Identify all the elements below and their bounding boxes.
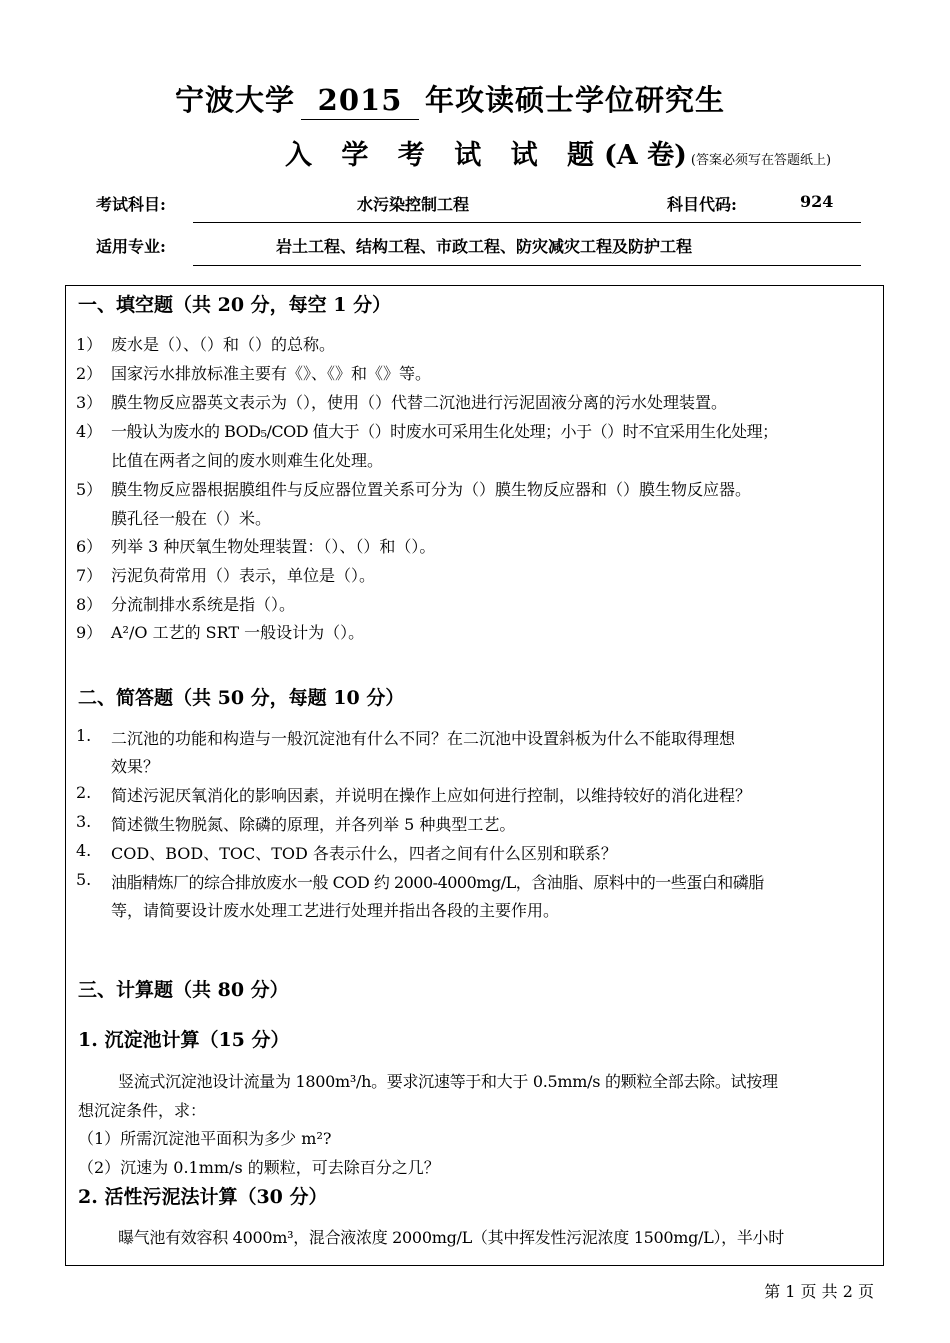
s2-q1-num: 1. bbox=[76, 726, 92, 745]
school-name: 宁波大学 bbox=[175, 83, 296, 117]
exam-title-line1 bbox=[175, 78, 725, 120]
s2-q1-line1: 二沉池的功能和构造与一般沉淀池有什么不同？在二沉池中设置斜板为什么不能取得理想 bbox=[111, 729, 736, 748]
s2-q5-num: 5. bbox=[76, 870, 92, 889]
q1-line2: 想沉淀条件，求： bbox=[78, 1101, 207, 1120]
s1-q1-num: 1） bbox=[76, 335, 103, 354]
s1-q2-num: 2） bbox=[76, 364, 103, 383]
s1-q1-line1: 废水是（）、（）和（）的总称。 bbox=[111, 335, 336, 354]
s2-q3-num: 3. bbox=[76, 812, 92, 831]
s1-q5-line1: 膜生物反应器根据膜组件与反应器位置关系可分为（）膜生物反应器和（）膜生物反应器。 bbox=[111, 480, 752, 499]
paper-type: (A 卷) bbox=[604, 140, 687, 171]
s1-q8-num: 8） bbox=[76, 595, 103, 614]
s1-q9-line1: A²/O 工艺的 SRT 一般设计为（）。 bbox=[111, 623, 365, 642]
title-suffix: 年攻读硕士学位研究生 bbox=[425, 83, 726, 117]
s1-q4-num: 4） bbox=[76, 422, 103, 441]
subject-label: 考试科目: bbox=[96, 195, 166, 214]
s2-q1-line2: 效果？ bbox=[111, 757, 160, 776]
section2-title: 二、简答题（共 50 分，每题 10 分） bbox=[78, 687, 405, 709]
subject-value: 水污染控制工程 bbox=[357, 195, 470, 214]
s1-q7-num: 7） bbox=[76, 566, 103, 585]
s1-q3-num: 3） bbox=[76, 393, 103, 412]
s1-q6-num: 6） bbox=[76, 537, 103, 556]
q1-sub1: （1）所需沉淀池平面积为多少 m²? bbox=[78, 1129, 332, 1148]
s1-q2-line1: 国家污水排放标准主要有《》、《》和《》等。 bbox=[111, 364, 432, 383]
major-underline bbox=[193, 265, 861, 266]
s1-q9-num: 9） bbox=[76, 623, 103, 642]
s1-q5-line2: 膜孔径一般在（）米。 bbox=[111, 509, 272, 528]
code-label: 科目代码: bbox=[667, 195, 737, 214]
s1-q6-line1: 列举 3 种厌氧生物处理装置：（）、（）和（）。 bbox=[111, 537, 436, 556]
s2-q3-line1: 简述微生物脱氮、除磷的原理，并各列举 5 种典型工艺。 bbox=[111, 815, 516, 834]
exam-year: 2015 bbox=[301, 83, 419, 120]
s2-q4-line1: COD、BOD、TOC、TOD 各表示什么，四者之间有什么区别和联系？ bbox=[111, 844, 617, 863]
s1-q4-line2: 比值在两者之间的废水则难生化处理。 bbox=[111, 451, 384, 470]
page-number: 第 1 页 共 2 页 bbox=[764, 1282, 874, 1301]
s2-q5-line1: 油脂精炼厂的综合排放废水一般 COD 约 2000-4000mg/L，含油脂、原料中的一些蛋白和磷脂 bbox=[111, 873, 764, 892]
section3-title: 三、计算题（共 80 分） bbox=[78, 979, 289, 1001]
q1-sub2: （2）沉速为 0.1mm/s 的颗粒，可去除百分之几？ bbox=[78, 1158, 440, 1177]
s2-q2-num: 2. bbox=[76, 783, 92, 802]
exam-title: 入 学 考 试 试 题 bbox=[285, 140, 604, 171]
s2-q4-num: 4. bbox=[76, 841, 92, 860]
s1-q7-line1: 污泥负荷常用（）表示，单位是（）。 bbox=[111, 566, 376, 585]
exam-title-line2 bbox=[285, 133, 831, 172]
s1-q5-num: 5） bbox=[76, 480, 103, 499]
s1-q8-line1: 分流制排水系统是指（）。 bbox=[111, 595, 296, 614]
s1-q3-line1: 膜生物反应器英文表示为（），使用（）代替二沉池进行污泥固液分离的污水处理装置。 bbox=[111, 393, 728, 412]
answer-note: (答案必须写在答题纸上) bbox=[690, 153, 832, 168]
q2-line1: 曝气池有效容积 4000m³，混合液浓度 2000mg/L（其中挥发性污泥浓度 1500mg/L），半小时 bbox=[118, 1228, 784, 1247]
q1-title: 1. 沉淀池计算（15 分） bbox=[78, 1029, 290, 1051]
section1-title: 一、填空题（共 20 分，每空 1 分） bbox=[78, 294, 392, 316]
code-value: 924 bbox=[800, 192, 834, 211]
s1-q4-line1: 一般认为废水的 BOD₅/COD 值大于（）时废水可采用生化处理；小于（）时不宜采用生化处理； bbox=[111, 422, 778, 441]
s2-q5-line2: 等，请简要设计废水处理工艺进行处理并指出各段的主要作用。 bbox=[111, 901, 560, 920]
subject-underline bbox=[193, 222, 861, 223]
q1-line1: 竖流式沉淀池设计流量为 1800m³/h。要求沉速等于和大于 0.5mm/s 的颗粒全部去除。试按理 bbox=[118, 1072, 778, 1091]
q2-title: 2. 活性污泥法计算（30 分） bbox=[78, 1186, 328, 1208]
major-value: 岩土工程、结构工程、市政工程、防灾减灾工程及防护工程 bbox=[276, 237, 693, 256]
s2-q2-line1: 简述污泥厌氧消化的影响因素，并说明在操作上应如何进行控制，以维持较好的消化进程？ bbox=[111, 786, 752, 805]
major-label: 适用专业: bbox=[96, 237, 166, 256]
